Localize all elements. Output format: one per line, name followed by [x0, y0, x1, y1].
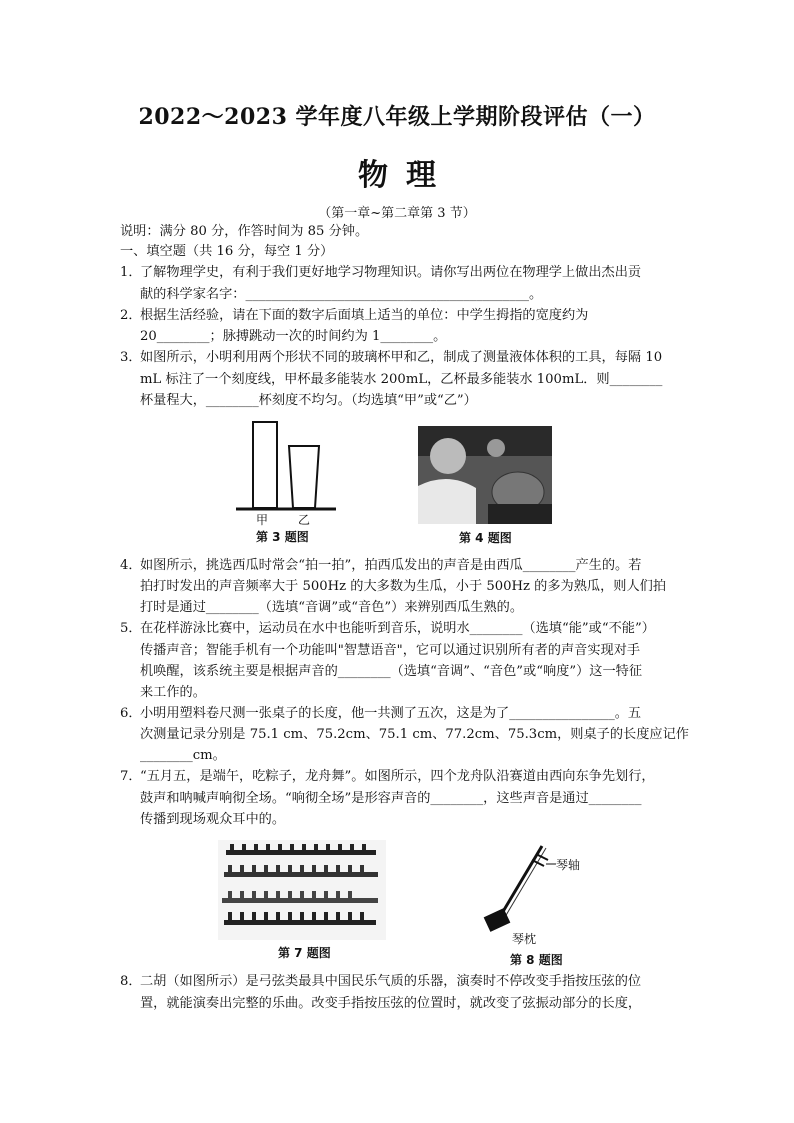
- question-text: 如图所示，挑选西瓜时常会“拍一拍”，拍西瓜发出的声音是由西瓜________产生的。若: [140, 558, 642, 573]
- question-number: 3．: [120, 350, 142, 365]
- question-number: 1．: [120, 265, 142, 280]
- question-2-line-1: [120, 306, 588, 326]
- question-number: 8．: [120, 974, 142, 989]
- question-number: 2．: [120, 308, 142, 323]
- question-1-line-2: 献的科学家名字：___________________________________________。: [140, 287, 543, 302]
- question-7-line-1: [120, 767, 655, 787]
- question-text: 了解物理学史，有利于我们更好地学习物理知识。请你写出两位在物理学上做出杰出贡: [140, 265, 642, 280]
- figure-7-dragon-boats: [218, 840, 386, 940]
- question-6-line-2: 次测量记录分别是 75.1 cm、75.2cm、75.1 cm、77.2cm、75.3cm，则桌子的长度应记作: [140, 727, 689, 742]
- question-3-line-2: mL 标注了一个刻度线，甲杯最多能装水 200mL，乙杯最多能装水 100mL．则________: [140, 372, 663, 387]
- figure-3-caption: 第 3 题图: [256, 530, 309, 544]
- glass-yi: [289, 446, 319, 508]
- person-body: [418, 479, 476, 524]
- question-4-line-2: 拍打时发出的声音频率大于 500Hz 的大多数为生瓜，小于 500Hz 的多为熟瓜，则人们拍: [140, 579, 667, 594]
- question-4-line-3: 打时是通过________（选填“音调”或“音色”）来辨别西瓜生熟的。: [140, 600, 524, 615]
- question-number: 6．: [120, 706, 142, 721]
- question-text: 根据生活经验，请在下面的数字后面填上适当的单位：中学生拇指的宽度约为: [140, 308, 589, 323]
- question-8-line-1: [120, 972, 641, 992]
- question-7-line-3: 传播到现场观众耳中的。: [140, 812, 286, 827]
- erhu-base-label: 琴枕: [512, 932, 537, 946]
- glass-jia: [253, 422, 277, 508]
- erhu-body: [484, 908, 511, 932]
- erhu-peg-label: 琴轴: [556, 858, 581, 872]
- instructions: 说明：满分 80 分，作答时间为 85 分钟。: [120, 224, 369, 239]
- question-6-line-1: [120, 704, 641, 724]
- question-1-line-1: [120, 263, 641, 283]
- question-3-line-3: 杯量程大，________杯刻度不均匀。（均选填“甲”或“乙”）: [140, 393, 477, 408]
- figure-4-caption: 第 4 题图: [459, 531, 512, 545]
- question-8-line-2: 置，就能演奏出完整的乐曲。改变手指按压弦的位置时，就改变了弦振动部分的长度，: [140, 996, 642, 1011]
- subject-title: 物理: [358, 158, 454, 193]
- figure-3-glasses: [236, 416, 336, 526]
- question-5-line-2: 传播声音；智能手机有一个功能叫"智慧语音"，它可以通过识别所有者的声音实现对手: [140, 643, 641, 658]
- question-text: 小明用塑料卷尺测一张桌子的长度，他一共测了五次，这是为了________________。五: [140, 706, 642, 721]
- erhu-neck: [498, 846, 542, 920]
- question-text: “五月五，是端午，吃粽子，龙舟舞”。如图所示，四个龙舟队沿赛道由西向东争先划行，: [140, 769, 655, 784]
- question-text: 在花样游泳比赛中，运动员在水中也能听到音乐，说明水________（选填“能”或“不能”）: [140, 621, 655, 636]
- person-head: [430, 438, 466, 474]
- question-text: 如图所示，小明利用两个形状不同的玻璃杯甲和乙，制成了测量液体体积的工具，每隔 10: [140, 350, 663, 365]
- question-number: 7．: [120, 769, 142, 784]
- question-2-line-2: 20________；脉搏跳动一次的时间约为 1________。: [140, 329, 447, 344]
- glass-jia-label: 甲: [256, 513, 269, 527]
- background-person-head: [487, 439, 505, 457]
- exam-title: 2022～2023 学年度八年级上学期阶段评估（一）: [138, 104, 656, 130]
- question-text: 二胡（如图所示）是弓弦类最具中国民乐气质的乐器，演奏时不停改变手指按压弦的位: [140, 974, 642, 989]
- question-number: 4．: [120, 558, 142, 573]
- question-5-line-1: [120, 619, 655, 639]
- chapter-scope: （第一章~第二章第 3 节）: [318, 206, 476, 221]
- figure-4-photo: [418, 426, 552, 524]
- question-5-line-3: 机唤醒，该系统主要是根据声音的________（选填“音调”、“音色”或“响度”）这一特征: [140, 664, 643, 679]
- question-4-line-1: [120, 556, 641, 576]
- question-number: 5．: [120, 621, 142, 636]
- figure-8-caption: 第 8 题图: [510, 953, 563, 967]
- erhu-string: [502, 848, 546, 922]
- question-3-line-1: [120, 348, 662, 368]
- question-5-line-4: 来工作的。: [140, 685, 206, 700]
- section-heading: 一、填空题（共 16 分，每空 1 分）: [120, 244, 334, 259]
- question-7-line-2: 鼓声和呐喊声响彻全场。“响彻全场”是形容声音的________，这些声音是通过________: [140, 791, 642, 806]
- figure-7-caption: 第 7 题图: [278, 946, 331, 960]
- question-6-line-3: ________cm。: [140, 748, 226, 763]
- glass-yi-label: 乙: [298, 513, 311, 527]
- figure-8-erhu: [480, 840, 560, 940]
